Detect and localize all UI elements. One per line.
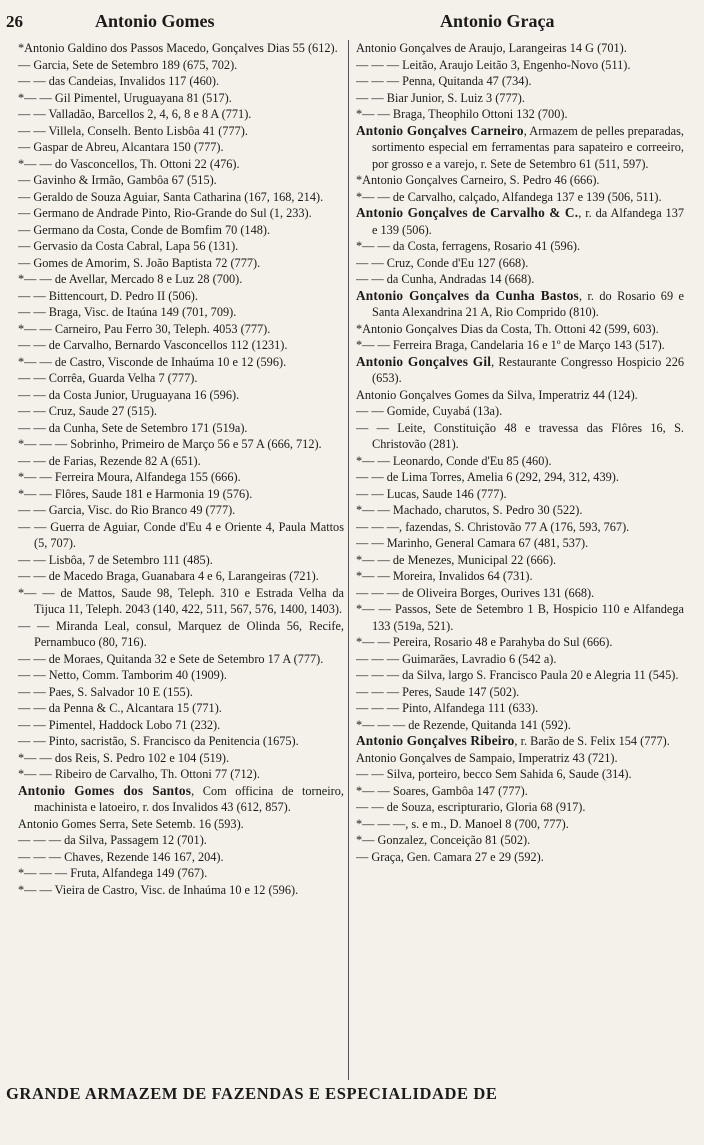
directory-entry: *— — Vieira de Castro, Visc. de Inhaúma 10 e 12 (596). <box>18 882 299 897</box>
directory-entry: — — de Farias, Rezende 82 A (651). <box>18 453 201 468</box>
directory-entry: — — — Pinto, Alfandega 111 (633). <box>356 701 539 715</box>
directory-entry: — Garcia, Sete de Setembro 189 (675, 702). <box>18 57 238 72</box>
directory-entry: — — da Cunha, Andradas 14 (668). <box>356 272 535 286</box>
directory-entry: *— — — Fruta, Alfandega 149 (767). <box>18 866 208 880</box>
directory-entry: Antonio Gonçalves Gomes da Silva, Imperatriz 44 (124). <box>356 387 638 402</box>
directory-entry: — — — Penna, Quitanda 47 (734). <box>356 74 532 88</box>
directory-entry: Antonio Gonçalves Carneiro, Armazem de pelles preparadas, sortimento especial em ferramentas para sapateiro e correeiro, por grosso e a varejo, r. Sete de Setembro 61 (511, 597). <box>356 122 684 171</box>
directory-entry: — — de Carvalho, Bernardo Vasconcellos 112 (1231). <box>18 338 288 352</box>
directory-entry: — — Cruz, Conde d'Eu 127 (668). <box>356 255 529 270</box>
directory-entry: — Graça, Gen. Camara 27 e 29 (592). <box>356 849 544 864</box>
directory-entry: — — Marinho, General Camara 67 (481, 537). <box>356 536 589 550</box>
left-running-head: Antonio Gomes <box>95 11 215 31</box>
directory-entry: — — Villela, Conselh. Bento Lisbôa 41 (777). <box>18 123 248 138</box>
directory-entry: — — — Leitão, Araujo Leitão 3, Engenho-Novo (511). <box>356 57 631 72</box>
directory-entry: — — Bittencourt, D. Pedro II (506). <box>18 288 198 303</box>
directory-entry: — — Guerra de Aguiar, Conde d'Eu 4 e Oriente 4, Paula Mattos (5, 707). <box>18 519 344 550</box>
directory-entry: Antonio Gonçalves Gil, Restaurante Congresso Hospicio 226 (653). <box>356 353 684 385</box>
directory-entry: — — Cruz, Saude 27 (515). <box>18 404 158 418</box>
directory-entry: *— — Moreira, Invalidos 64 (731). <box>356 569 533 583</box>
directory-entry: — — Garcia, Visc. do Rio Branco 49 (777). <box>18 503 236 517</box>
directory-entry: Antonio Gonçalves de Sampaio, Imperatriz 43 (721). <box>356 750 618 765</box>
column-divider <box>348 40 349 1080</box>
directory-entry: *— — do Vasconcellos, Th. Ottoni 22 (476). <box>18 156 240 171</box>
directory-entry: Antonio Gonçalves Ribeiro, r. Barão de S. Felix 154 (777). <box>356 733 670 748</box>
directory-entry: *— — — de Rezende, Quitanda 141 (592). <box>356 717 571 732</box>
directory-entry: — — Braga, Visc. de Itaúna 149 (701, 709). <box>18 305 237 319</box>
directory-entry: *— — Passos, Sete de Setembro 1 B, Hospicio 110 e Alfandega 133 (519a, 521). <box>356 602 684 633</box>
directory-entry: — Gomes de Amorim, S. João Baptista 72 (777). <box>18 255 261 270</box>
directory-entry: *— — de Castro, Visconde de Inhaúma 10 e 12 (596). <box>18 354 287 369</box>
directory-entry: *— — Soares, Gambôa 147 (777). <box>356 783 528 798</box>
directory-entry: *— — Machado, charutos, S. Pedro 30 (522). <box>356 503 583 517</box>
directory-entry: *— — de Mattos, Saude 98, Teleph. 310 e Estrada Velha da Tijuca 11, Teleph. 2043 (140, 422, 511, 567, 576, 1400, 1403). <box>18 585 344 616</box>
right-column <box>356 40 684 1080</box>
directory-entry: *— Gonzalez, Conceição 81 (502). <box>356 833 531 847</box>
directory-entry: Antonio Gonçalves da Cunha Bastos, r. do Rosario 69 e Santa Alexandrina 21 A, Rio Comprido (810). <box>356 287 684 319</box>
directory-entry: — Germano de Andrade Pinto, Rio-Grande do Sul (1, 233). <box>18 206 312 220</box>
directory-entry: — — — Guimarães, Lavradio 6 (542 a). <box>356 651 557 666</box>
directory-entry: *Antonio Galdino dos Passos Macedo, Gonçalves Dias 55 (612). <box>18 41 338 55</box>
directory-entry: *— — Ribeiro de Carvalho, Th. Ottoni 77 (712). <box>18 767 260 781</box>
directory-entry: — — da Penna & C., Alcantara 15 (771). <box>18 701 222 715</box>
directory-entry: *— — Gil Pimentel, Uruguayana 81 (517). <box>18 90 232 105</box>
directory-entry: *— — da Costa, ferragens, Rosario 41 (596). <box>356 239 581 253</box>
directory-entry: — — Biar Junior, S. Luiz 3 (777). <box>356 90 525 105</box>
directory-entry: *— — — Sobrinho, Primeiro de Março 56 e 57 A (666, 712). <box>18 437 322 451</box>
directory-entry: *— — Ferreira Braga, Candelaria 16 e 1º de Março 143 (517). <box>356 338 665 352</box>
directory-entry: *— — —, s. e m., D. Manoel 8 (700, 777). <box>356 816 569 831</box>
directory-entry: — — da Costa Junior, Uruguayana 16 (596). <box>18 387 240 402</box>
directory-entry: — — Pimentel, Haddock Lobo 71 (232). <box>18 717 221 732</box>
directory-entry: Antonio Gonçalves de Araujo, Larangeiras 14 G (701). <box>356 41 627 55</box>
directory-entry: *— — Ferreira Moura, Alfandega 155 (666). <box>18 470 241 484</box>
directory-entry: — — Valladão, Barcellos 2, 4, 6, 8 e 8 A (771). <box>18 107 252 121</box>
directory-entry: — — Netto, Comm. Tamborim 40 (1909). <box>18 668 227 682</box>
directory-entry: — — da Cunha, Sete de Setembro 171 (519a). <box>18 420 248 435</box>
directory-entry: — — — Chaves, Rezende 146 167, 204). <box>18 849 224 864</box>
directory-entry: — — Paes, S. Salvador 10 E (155). <box>18 684 193 699</box>
directory-entry: — — Gomide, Cuyabá (13a). <box>356 404 503 418</box>
directory-entry: — Gaspar de Abreu, Alcantara 150 (777). <box>18 140 224 154</box>
directory-entry: — — Pinto, sacristão, S. Francisco da Penitencia (1675). <box>18 734 299 748</box>
directory-entry: — — — da Silva, largo S. Francisco Paula 20 e Alegria 11 (545). <box>356 668 679 682</box>
directory-entry: *— — Pereira, Rosario 48 e Parahyba do Sul (666). <box>356 635 613 649</box>
directory-entry: Antonio Gomes dos Santos, Com officina de torneiro, machinista e latoeiro, r. dos Invalidos 43 (612, 857). <box>18 782 344 814</box>
directory-entry: — Germano da Costa, Conde de Bomfim 70 (148). <box>18 222 271 237</box>
directory-entry: — — —, fazendas, S. Christovão 77 A (176, 593, 767). <box>356 519 630 534</box>
directory-entry: — — Silva, porteiro, becco Sem Sahida 6, Saude (314). <box>356 767 632 781</box>
directory-entry: — — Corrêa, Guarda Velha 7 (777). <box>18 371 198 385</box>
directory-entry: — — das Candeias, Invalidos 117 (460). <box>18 74 220 88</box>
left-column <box>18 40 344 1080</box>
directory-entry: *— — Braga, Theophilo Ottoni 132 (700). <box>356 107 568 121</box>
directory-entry: — — — da Silva, Passagem 12 (701). <box>18 833 207 847</box>
directory-entry: Antonio Gonçalves de Carvalho & C., r. da Alfandega 137 e 139 (506). <box>356 205 684 237</box>
directory-entry: — Gervasio da Costa Cabral, Lapa 56 (131). <box>18 239 239 253</box>
directory-entry: *— — Carneiro, Pau Ferro 30, Teleph. 4053 (777). <box>18 321 271 336</box>
directory-entry: — — de Moraes, Quitanda 32 e Sete de Setembro 17 A (777). <box>18 651 324 666</box>
directory-entry: *— — de Carvalho, calçado, Alfandega 137 e 139 (506, 511). <box>356 189 662 204</box>
directory-entry: — — de Macedo Braga, Guanabara 4 e 6, Larangeiras (721). <box>18 569 319 583</box>
page-footer-advert: GRANDE ARMAZEM DE FAZENDAS E ESPECIALIDADE DE <box>6 1084 498 1103</box>
directory-entry: *— — Flôres, Saude 181 e Harmonia 19 (576). <box>18 486 253 501</box>
directory-entry: — — de Souza, escripturario, Gloria 68 (917). <box>356 800 586 814</box>
page-header <box>0 8 704 38</box>
directory-entry: — — Miranda Leal, consul, Marquez de Olinda 56, Recife, Pernambuco (80, 716). <box>18 618 344 649</box>
directory-entry: *— — de Menezes, Municipal 22 (666). <box>356 552 557 567</box>
directory-entry: Antonio Gomes Serra, Sete Setemb. 16 (593). <box>18 816 244 831</box>
page-number: 26 <box>6 12 23 31</box>
directory-entry: — Geraldo de Souza Aguiar, Santa Catharina (167, 168, 214). <box>18 189 324 204</box>
directory-entry: *Antonio Gonçalves Carneiro, S. Pedro 46 (666). <box>356 173 600 187</box>
directory-entry: — — de Lima Torres, Amelia 6 (292, 294, 312, 439). <box>356 470 619 484</box>
directory-entry: *— — dos Reis, S. Pedro 102 e 104 (519). <box>18 750 230 765</box>
directory-entry: — — Lisbôa, 7 de Setembro 111 (485). <box>18 552 213 567</box>
directory-entry: — — Lucas, Saude 146 (777). <box>356 486 507 501</box>
directory-entry: — — Leite, Constituição 48 e travessa das Flôres 16, S. Christovão (281). <box>356 420 684 451</box>
directory-entry: *— — Leonardo, Conde d'Eu 85 (460). <box>356 453 552 468</box>
right-running-head: Antonio Graça <box>440 11 555 31</box>
directory-entry: — Gavinho & Irmão, Gambôa 67 (515). <box>18 173 217 187</box>
directory-entry: — — — de Oliveira Borges, Ourives 131 (668). <box>356 585 595 600</box>
directory-entry: *— — de Avellar, Mercado 8 e Luz 28 (700). <box>18 272 243 286</box>
directory-entry: — — — Peres, Saude 147 (502). <box>356 684 520 699</box>
directory-entry: *Antonio Gonçalves Dias da Costa, Th. Ottoni 42 (599, 603). <box>356 321 659 336</box>
